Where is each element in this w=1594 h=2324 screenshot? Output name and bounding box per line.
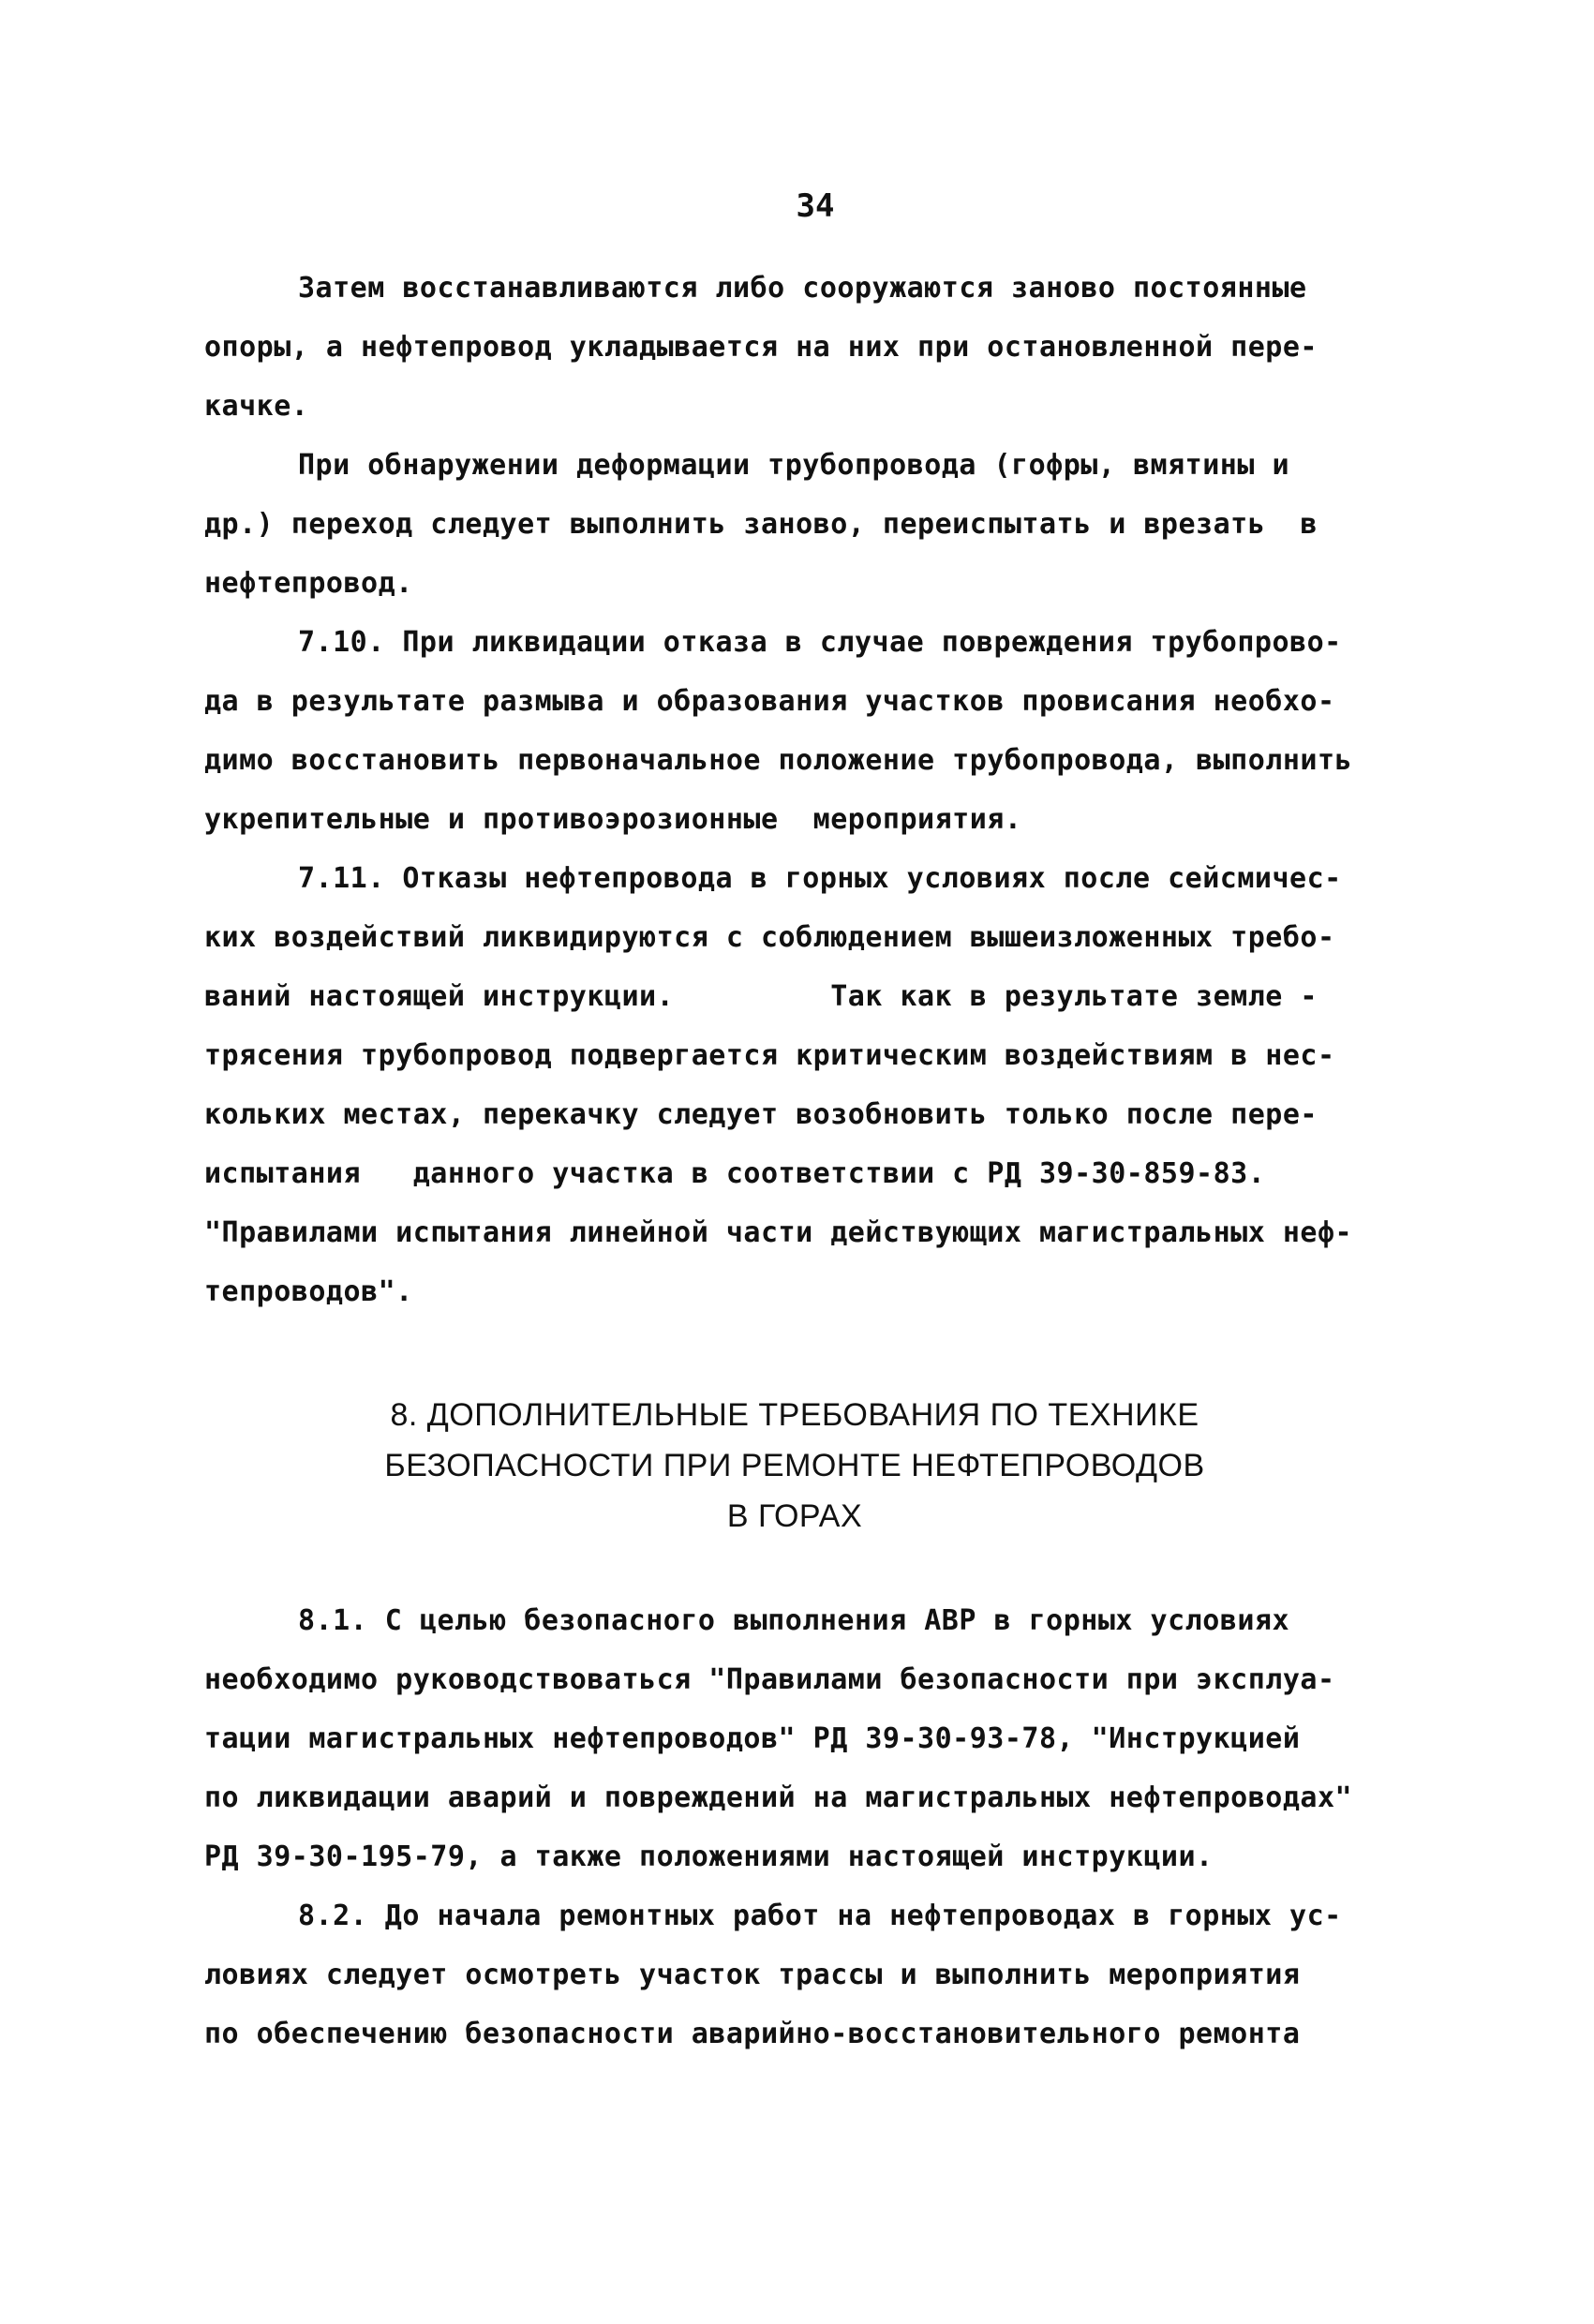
paragraph-line: 8.2. До начала ремонтных работ на нефтепроводах в горных ус- [298,1899,1342,1932]
paragraph-line: ваний настоящей инструкции. Так как в результате земле - [204,980,1318,1013]
paragraph-line: тации магистральных нефтепроводов" РД 39-30-93-78, "Инструкцией [204,1722,1301,1755]
paragraph-line: по ликвидации аварий и повреждений на магистральных нефтепроводах" [204,1781,1353,1814]
paragraph-line: необходимо руководствоваться "Правилами безопасности при эксплуа- [204,1663,1335,1696]
paragraph-line: тепроводов". [204,1275,413,1308]
paragraph-line: опоры, а нефтепровод укладывается на них при остановленной пере- [204,331,1318,364]
paragraph-line: качке. [204,390,309,423]
section-heading-line: БЕЗОПАСНОСТИ ПРИ РЕМОНТЕ НЕФТЕПРОВОДОВ [384,1448,1205,1483]
paragraph-line: кольких местах, перекачку следует возобновить только после пере- [204,1098,1318,1131]
paragraph-line: димо восстановить первоначальное положение трубопровода, выполнить [204,744,1353,777]
paragraph-line: РД 39-30-195-79, а также положениями настоящей инструкции. [204,1840,1214,1873]
paragraph-line: 8.1. С целью безопасного выполнения АВР в горных условиях [298,1604,1290,1637]
paragraph-line: да в результате размыва и образования участков провисания необхо- [204,685,1335,718]
paragraph-line: При обнаружении деформации трубопровода (гофры, вмятины и [298,449,1290,482]
paragraph-line: др.) переход следует выполнить заново, переиспытать и врезать в [204,508,1318,541]
paragraph-line: трясения трубопровод подвергается критическим воздействиям в нес- [204,1039,1335,1072]
section-heading-line: 8. ДОПОЛНИТЕЛЬНЫЕ ТРЕБОВАНИЯ ПО ТЕХНИКЕ [390,1397,1199,1433]
section-heading-line: В ГОРАХ [726,1498,863,1534]
paragraph-line: "Правилами испытания линейной части действующих магистральных неф- [204,1216,1353,1249]
paragraph-line: ких воздействий ликвидируются с соблюдением вышеизложенных требо- [204,921,1335,954]
paragraph-line: Затем восстанавливаются либо сооружаются заново постоянные [298,272,1307,305]
paragraph-line: ловиях следует осмотреть участок трассы и выполнить мероприятия [204,1959,1301,1991]
paragraph-line: испытания данного участка в соответствии с РД 39-30-859-83. [204,1157,1266,1190]
page-number: 34 [796,187,835,225]
paragraph-line: нефтепровод. [204,567,413,600]
paragraph-line: 7.11. Отказы нефтепровода в горных условиях после сейсмичес- [298,862,1342,895]
paragraph-line: укрепительные и противоэрозионные мероприятия. [204,803,1022,836]
paragraph-line: 7.10. При ликвидации отказа в случае повреждения трубопрово- [298,626,1342,659]
paragraph-line: по обеспечению безопасности аварийно-восстановительного ремонта [204,2018,1301,2050]
